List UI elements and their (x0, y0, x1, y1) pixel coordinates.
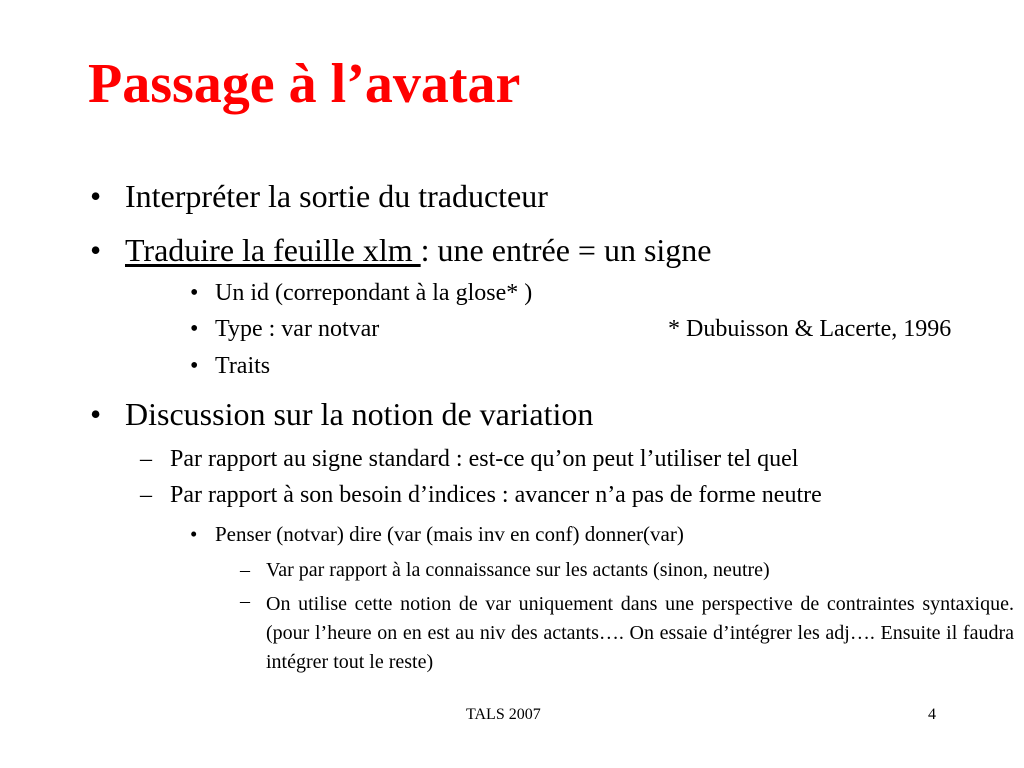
sub-item-standard: Par rapport au signe standard : est-ce qu’on peut l’utiliser tel quel (170, 446, 799, 472)
sub-item-notion-paragraph: On utilise cette notion de var uniquement dans une perspective de contraintes syntaxique. (pour l’heure on en est au niv des actants…. On essaie d’intégrer les adj…. Ensuite il faudra intégrer tout le reste) (266, 593, 1014, 673)
sub-bullet-id: Un id (correpondant à la glose* ) (215, 280, 533, 306)
bullet-marker: • (190, 280, 199, 306)
dash-marker: – (240, 559, 250, 581)
sub-item-var: Var par rapport à la connaissance sur les actants (sinon, neutre) (266, 559, 770, 581)
footnote-reference: * Dubuisson & Lacerte, 1996 (668, 316, 952, 342)
bullet-interpreter: Interpréter la sortie du traducteur (125, 178, 548, 214)
footer-label: TALS 2007 (466, 706, 541, 723)
sub-bullet-type: Type : var notvar (215, 316, 380, 342)
bullet-marker: • (90, 396, 102, 432)
dash-marker: – (140, 482, 152, 508)
bullet-traduire-rest: : une entrée = un signe (420, 232, 712, 268)
bullet-marker: • (190, 353, 199, 379)
bullet-marker: • (90, 178, 102, 214)
bullet-traduire (125, 232, 711, 269)
sub-bullet-penser: Penser (notvar) dire (var (mais inv en conf) donner(var) (215, 522, 684, 546)
bullet-marker: • (190, 316, 199, 342)
bullet-marker: • (190, 522, 198, 546)
sub-bullet-traits: Traits (215, 353, 271, 379)
page-number: 4 (928, 706, 936, 723)
dash-marker: – (140, 446, 152, 472)
bullet-discussion: Discussion sur la notion de variation (125, 396, 594, 432)
slide-title: Passage à l’avatar (88, 53, 521, 115)
bullet-marker: • (90, 232, 102, 268)
sub-item-indices: Par rapport à son besoin d’indices : avancer n’a pas de forme neutre (170, 482, 822, 508)
underlined-text: Traduire la feuille xlm (125, 232, 421, 268)
dash-marker: – (240, 590, 250, 612)
